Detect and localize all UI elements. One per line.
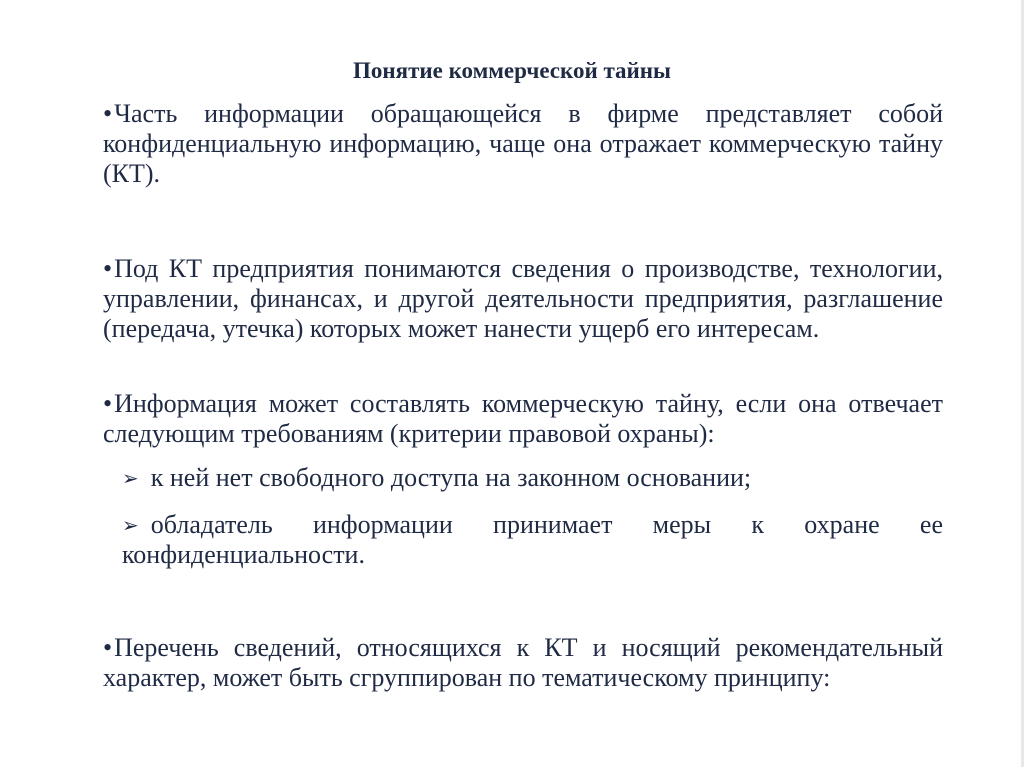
criteria-text: обладатель информации принимает меры к охране ее конфиденциальности. [122,510,943,569]
arrow-bullet-icon: ➢ [122,513,139,537]
paragraph-text: Информация может составлять коммерческую тайну, если она отвечает следующим требованиям (критерии правовой охраны): [103,389,943,448]
paragraph-1 [103,99,943,189]
paragraph-text: Часть информации обращающейся в фирме представляет собой конфиденциальную информацию, чаще она отражает коммерческую тайну (КТ). [103,99,943,188]
paragraph-text: Под КТ предприятия понимаются сведения о производстве, технологии, управлении, финансах, и другой деятельности предприятия, разглашение (передача, утечка) которых может нанести ущерб его интересам. [103,254,943,343]
criteria-text: к ней нет свободного доступа на законном основании; [150,463,752,492]
bullet-icon: • [103,633,113,662]
bullet-icon: • [103,99,113,128]
paragraph-text: Перечень сведений, относящихся к КТ и носящий рекомендательный характер, может быть сгруппирован по тематическому принципу: [103,633,943,692]
criteria-item-1 [122,463,943,493]
criteria-item-2 [122,510,943,570]
paragraph-4 [103,633,943,693]
bullet-icon: • [103,389,113,418]
arrow-bullet-icon: ➢ [122,466,139,490]
paragraph-2 [103,254,943,344]
slide-title: Понятие коммерческой тайны [352,58,672,83]
bullet-icon: • [103,254,113,283]
paragraph-3 [103,389,943,449]
